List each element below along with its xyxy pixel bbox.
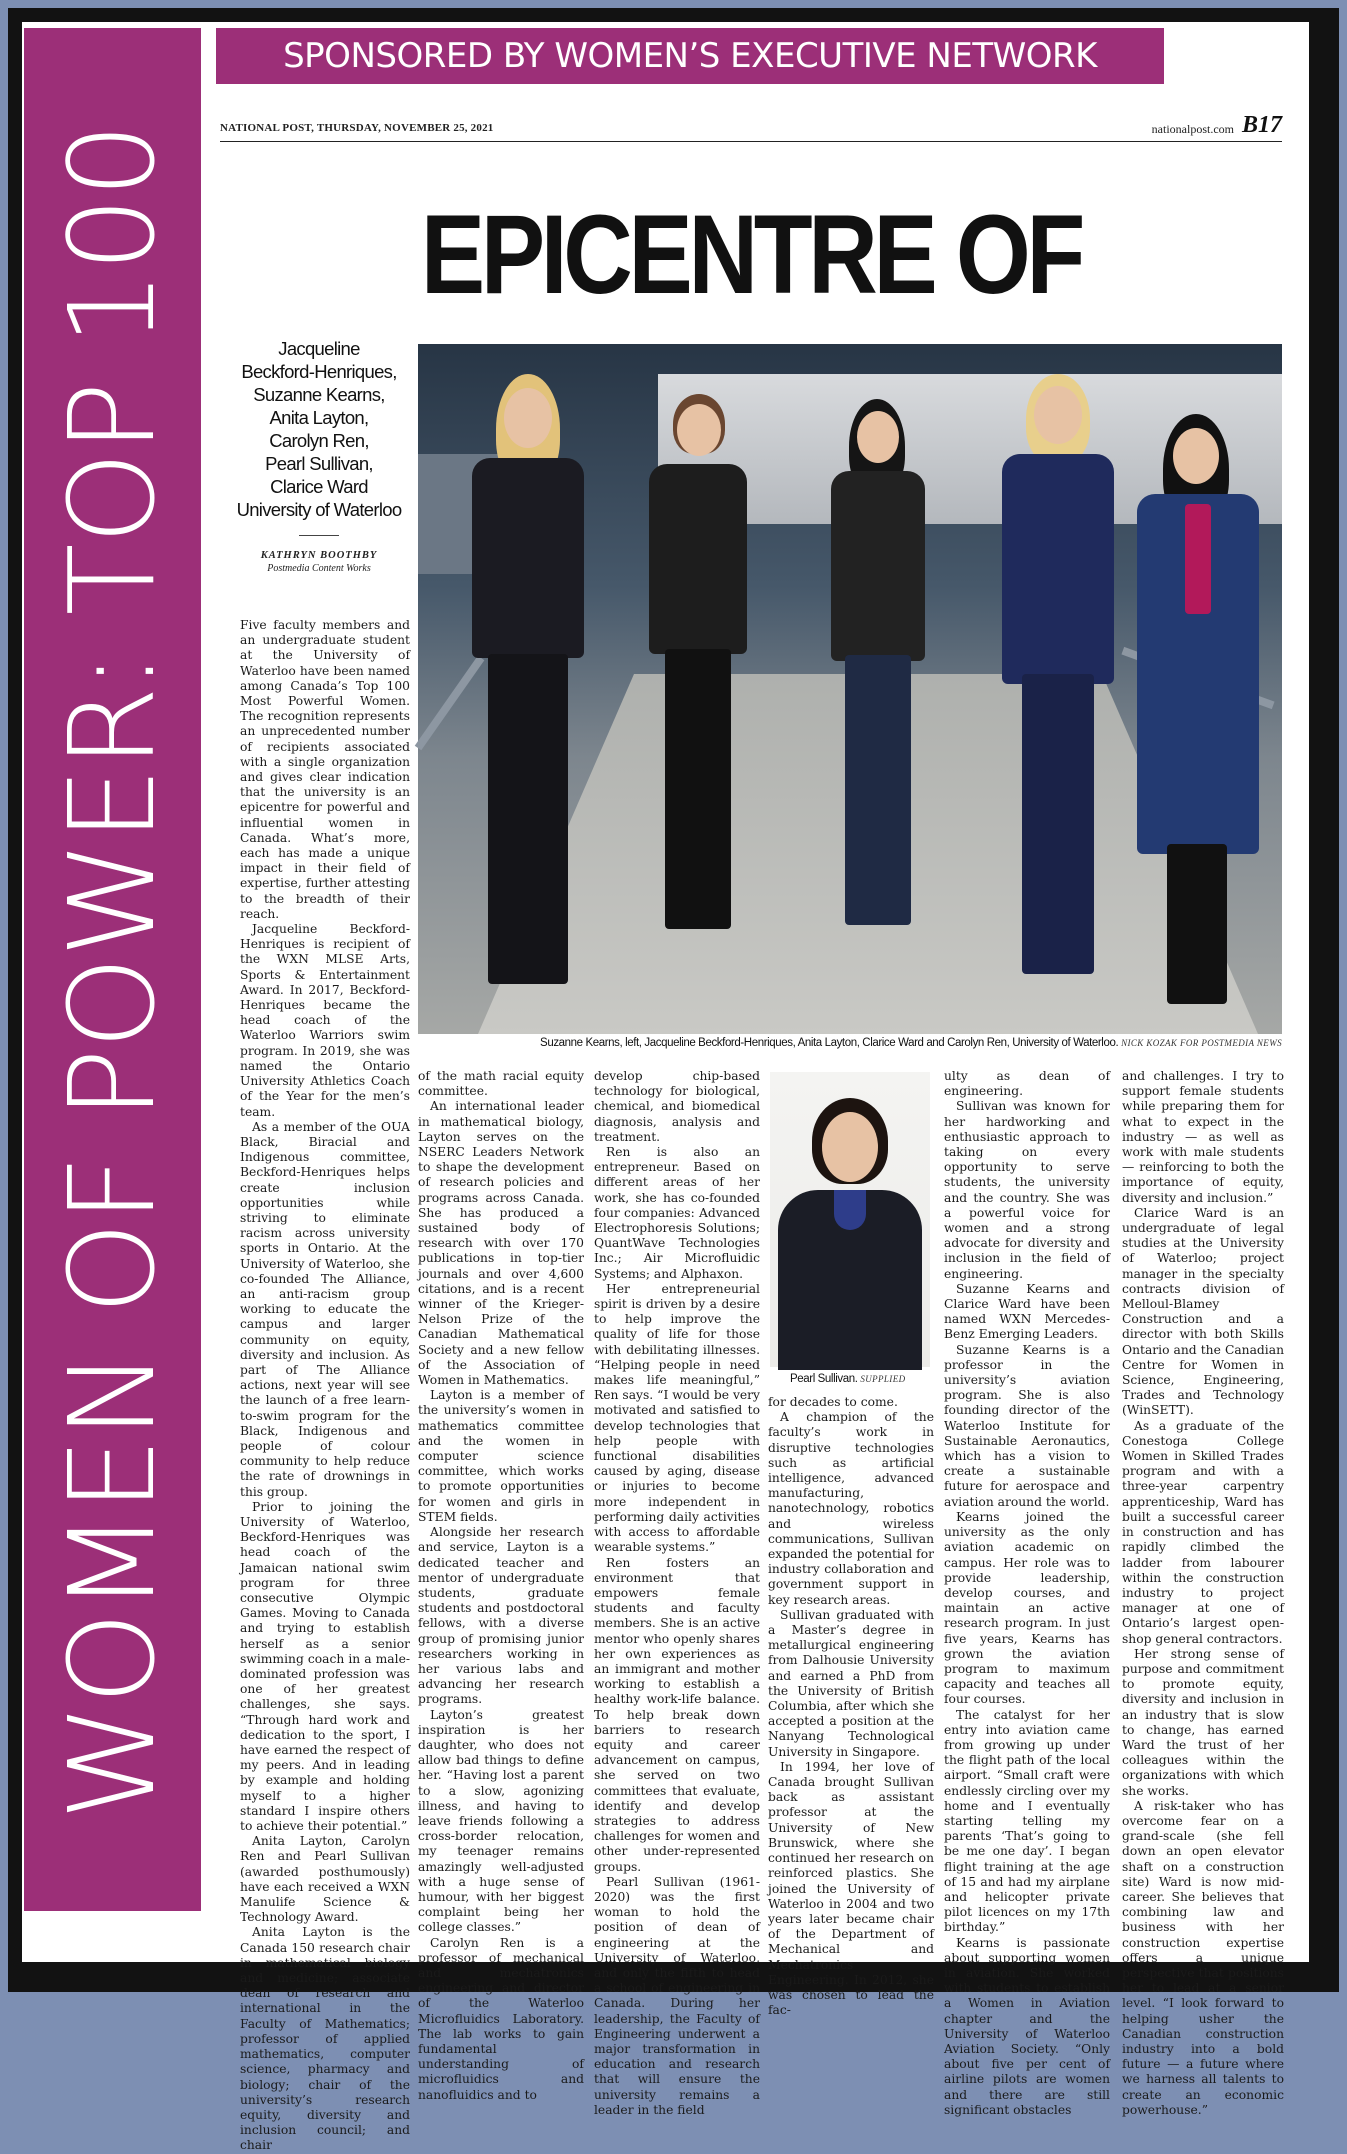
paragraph: Her strong sense of purpose and commitment to promote equity, diversity and inclusion in an industry that is slow to change, has earned Ward the trust of her colleagues within the organizations with which she works.: [1122, 1646, 1284, 1798]
photo-credit: NICK KOZAK FOR POSTMEDIA NEWS: [1121, 1038, 1282, 1048]
paragraph: Anita Layton, Carolyn Ren and Pearl Sullivan (awarded posthumously) have each received a WXN Manulife Science & Technology Award.: [240, 1834, 410, 1925]
paragraph: Sullivan graduated with a Master’s degree in metallurgical engineering from Dalhousie University and earned a PhD from the University of British Columbia, after which she accepted a position at the Nanyang Technological University in Singapore.: [768, 1607, 934, 1759]
person-3: [823, 399, 933, 929]
paragraph: Sullivan was known for her hardworking and enthusiastic approach to taking on every opportunity to serve students, the university and the country. She was a powerful voice for women and a strong advocate for diversity and inclusion in the field of engineering.: [944, 1099, 1110, 1281]
paragraph: of the math racial equity committee.: [418, 1069, 584, 1099]
paragraph: ulty as dean of engineering.: [944, 1069, 1110, 1099]
honoree-line: University of Waterloo: [236, 499, 402, 520]
paragraph: Jacqueline Beckford-Henriques is recipient of the WXN MLSE Arts, Sports & Entertainment Award. In 2017, Beckford-Henriques became the head coach of the Waterloo Warriors swim program. In 2019, she was named the Ontario University Athletics Coach of the Year for the men’s team.: [240, 922, 410, 1119]
article-column-5: [944, 1069, 1110, 2117]
paragraph: Prior to joining the University of Waterloo, Beckford-Henriques was head coach of the Jamaican national swim program for three consecutive Olympic Games. Moving to Canada and trying to establish herself as a senior swimming coach in a male-dominated profession was one of her greatest challenges, she says. “Through hard work and dedication to the sport, I have earned the respect of my peers. And in leading by example and holding myself to a higher standard I inspire others to achieve their potential.”: [240, 1499, 410, 1834]
article-column-4: [768, 1395, 934, 2018]
paragraph: Suzanne Kearns is a professor in the university’s aviation program. She is also founding director of the Waterloo Institute for Sustainable Aeronautics, which has a vision to create a sustainable future for aerospace and aviation around the world.: [944, 1342, 1110, 1509]
paragraph: Five faculty members and an undergraduate student at the University of Waterloo have been named among Canada’s Top 100 Most Powerful Women. The recognition represents an unprecedented number of recipients associated with a single organization and gives clear indication that the university is an epicentre for powerful and influential women in Canada. What’s more, each has made a unique impact in their field of expertise, further attesting to the breadth of their reach.: [240, 618, 410, 921]
side-banner-title: WOMEN OF POWER: TOP 100: [43, 123, 181, 1821]
photo-caption: [418, 1037, 1282, 1053]
byline-divider: [299, 535, 339, 536]
paragraph: The catalyst for her entry into aviation came from growing up under the flight path of the local airport. “Small craft were endlessly circling over my home and I eventually starting telling my parents ‘That’s going to be me one day’. I began flight training at the age of 15 and had my airplane and helicopter private pilot licences on my 17th birthday.”: [944, 1707, 1110, 1935]
inset-portrait-photo: [770, 1072, 930, 1367]
paragraph: Suzanne Kearns and Clarice Ward have been named WXN Mercedes-Benz Emerging Leaders.: [944, 1281, 1110, 1342]
byline-block: [230, 337, 408, 574]
paragraph: for decades to come.: [768, 1395, 898, 1409]
sponsor-banner: SPONSORED BY WOMEN’S EXECUTIVE NETWORK: [216, 28, 1164, 84]
honoree-line: Beckford-Henriques,: [241, 361, 397, 382]
paragraph: Her entrepreneurial spirit is driven by a desire to help improve the quality of life for those with debilitating illnesses. “Helping people in need makes life meaningful,” Ren says. “I would be very motivated and satisfied to develop technologies that help people with functional disabilities caused by aging, disease or injuries to become more independent in performing daily activities with access to affordable wearable systems.”: [594, 1281, 760, 1555]
paragraph: A champion of the faculty’s work in disruptive technologies such as artificial intelligence, advanced manufacturing, nanotechnology, robotics and wireless communications, Sullivan expanded the potential for industry collaboration and government support in key research areas.: [768, 1410, 934, 1607]
paragraph: As a graduate of the Conestoga College Women in Skilled Trades program and with a three-year carpentry apprenticeship, Ward has built a successful career in construction and has rapidly climbed the ladder from labourer within the construction industry to project manager at one of Ontario’s largest open-shop general contractors.: [1122, 1418, 1284, 1646]
paragraph: Ren is also an entrepreneur. Based on different areas of her work, she has co-founded four companies: Advanced Electrophoresis Solutions; QuantWave Technologies Inc.; Air Microfluidic Systems; and Alphaxon.: [594, 1145, 760, 1281]
headline: EPICENTRE OF: [420, 192, 1082, 317]
paragraph: As a member of the OUA Black, Biracial and Indigenous committee, Beckford-Henriques helps create inclusion opportunities while striving to eliminate racism across university sports in Ontario. At the University of Waterloo, she co-founded The Alliance, an anti-racism group working to educate the campus and larger community on equity, diversity and inclusion. As part of The Alliance actions, next year will see the launch of a free learn-to-swim program for the Black, Indigenous and people of colour community to help reduce the rate of drownings in this group.: [240, 1119, 410, 1499]
paragraph: Clarice Ward is an undergraduate of legal studies at the University of Waterloo; project manager in the specialty contracts division of Melloul-Blamey Construction and a director with both Skills Ontario and the Canadian Centre for Women in Science, Engineering, Trades and Technology (WinSETT).: [1122, 1205, 1284, 1418]
person-4: [988, 374, 1128, 984]
paragraph: A risk-taker who has overcome fear on a grand-scale (she fell down an open elevator shaft on a construction site) Ward is now mid-career. She believes that combining law and business with her construction expertise offers a unique perspective that positions her to lead at a senior level. “I look forward to helping usher the Canadian construction industry into a bold future — a future where we harness all talents to create an economic powerhouse.”: [1122, 1798, 1284, 2117]
paragraph: Ren fosters an environment that empowers female students and faculty members. She is an active mentor who openly shares her own experiences as an immigrant and mother working to establish a healthy work-life balance. To help break down barriers to research equity and career advancement on campus, she served on two committees that evaluate, identify and develop strategies to address challenges for women and other under-represented groups.: [594, 1555, 760, 1874]
paragraph: Layton is a member of the university’s women in mathematics committee and the women in computer science committee, which works to promote opportunities for women and girls in STEM fields.: [418, 1388, 584, 1524]
paragraph: An international leader in mathematical biology, Layton serves on the NSERC Leaders Network to shape the development of research policies and programs across Canada. She has produced a sustained body of research with over 170 publications in top-tier journals and over 4,600 citations, and is a recent winner of the Krieger-Nelson Prize of the Canadian Mathematical Society and a new fellow of the Association of Women in Mathematics.: [418, 1099, 584, 1388]
folio-date: NATIONAL POST, THURSDAY, NOVEMBER 25, 2021: [220, 122, 494, 134]
inset-caption-text: Pearl Sullivan.: [790, 1373, 858, 1385]
folio-page-number: B17: [1241, 112, 1282, 138]
photo-caption-text: Suzanne Kearns, left, Jacqueline Beckford-Henriques, Anita Layton, Clarice Ward and Carolyn Ren, University of Waterloo.: [540, 1037, 1119, 1049]
paragraph: Anita Layton is the Canada 150 research chair in mathematical biology and medicine; associate dean of research and international in the Faculty of Mathematics; professor of applied mathematics, computer science, pharmacy and biology; chair of the university’s research equity, diversity and inclusion council; and chair: [240, 1925, 410, 2153]
paragraph: develop chip-based technology for biological, chemical, and biomedical diagnosis, analysis and treatment.: [594, 1069, 760, 1144]
honoree-line: Pearl Sullivan,: [265, 453, 373, 474]
honoree-line: Suzanne Kearns,: [253, 384, 385, 405]
paragraph: Alongside her research and service, Layton is a dedicated teacher and mentor of undergraduate students, graduate students and postdoctoral fellows, with a diverse group of promising junior researchers working in her various labs and advancing her research programs.: [418, 1525, 584, 1707]
author-organization: Postmedia Content Works: [267, 563, 371, 574]
side-banner: [24, 28, 201, 1911]
paragraph: Layton’s greatest inspiration is her daughter, who does not allow bad things to define her. “Having lost a parent to a slow, agonizing illness, and having to leave friends following a cross-border relocation, my teenager remains amazingly well-adjusted with a huge sense of humour, with her biggest complaint being her college classes.”: [418, 1707, 584, 1935]
inset-credit: SUPPLIED: [860, 1374, 906, 1384]
paragraph: Pearl Sullivan (1961-2020) was the first woman to hold the position of dean of engineering at the University of Waterloo, and only the fifth to head a school of engineering in Canada. During her leadership, the Faculty of Engineering underwent a major transformation in education and research that will ensure the university remains a leader in the field: [594, 1874, 760, 2117]
paragraph: Kearns joined the university as the only aviation academic on campus. Her role was to provide leadership, develop courses, and maintain an active research program. In just five years, Kearns has grown the aviation program to maximum capacity and teaches all four courses.: [944, 1509, 1110, 1707]
paragraph: and challenges. I try to support female students while preparing them for what to expect in the industry — as well as work with male students — reinforcing to both the importance of equity, diversity and inclusion.”: [1122, 1069, 1284, 1205]
paragraph: In 1994, her love of Canada brought Sullivan back as assistant professor at the University of New Brunswick, where she continued her research on reinforced plastics. She joined the University of Waterloo in 2004 and two years later became chair of the Department of Mechanical and Mechatronics Engineering. In 2012, she was chosen to lead the fac-: [768, 1759, 934, 2018]
honoree-line: Clarice Ward: [270, 476, 368, 497]
person-1: [458, 374, 598, 994]
article-column-6: [1122, 1069, 1284, 2117]
folio-site: nationalpost.com: [1151, 122, 1234, 136]
honorees-list: [230, 337, 408, 521]
honoree-line: Carolyn Ren,: [269, 430, 369, 451]
group-photo: [418, 344, 1282, 1034]
paragraph: Kearns is passionate about supporting women in aviation. She worked with students to establish a Women in Aviation chapter and the University of Waterloo Aviation Society. “Only about five per cent of airline pilots are women and there are still significant obstacles: [944, 1935, 1110, 2117]
article-column-1: [240, 618, 410, 2153]
inset-caption: [790, 1373, 950, 1389]
person-2: [643, 394, 753, 934]
article-column-3: [594, 1069, 760, 2117]
honoree-line: Jacqueline: [278, 338, 360, 359]
honoree-line: Anita Layton,: [269, 407, 369, 428]
author-name: KATHRYN BOOTHBY: [260, 550, 378, 561]
person-5: [1123, 414, 1273, 1014]
paragraph: Carolyn Ren is a professor of mechanical and mechatronics engineering and director of the Waterloo Microfluidics Laboratory. The lab works to gain fundamental understanding of microfluidics and nanofluidics and to: [418, 1935, 584, 2102]
folio-line: [220, 112, 1282, 142]
article-column-2: [418, 1069, 584, 2102]
